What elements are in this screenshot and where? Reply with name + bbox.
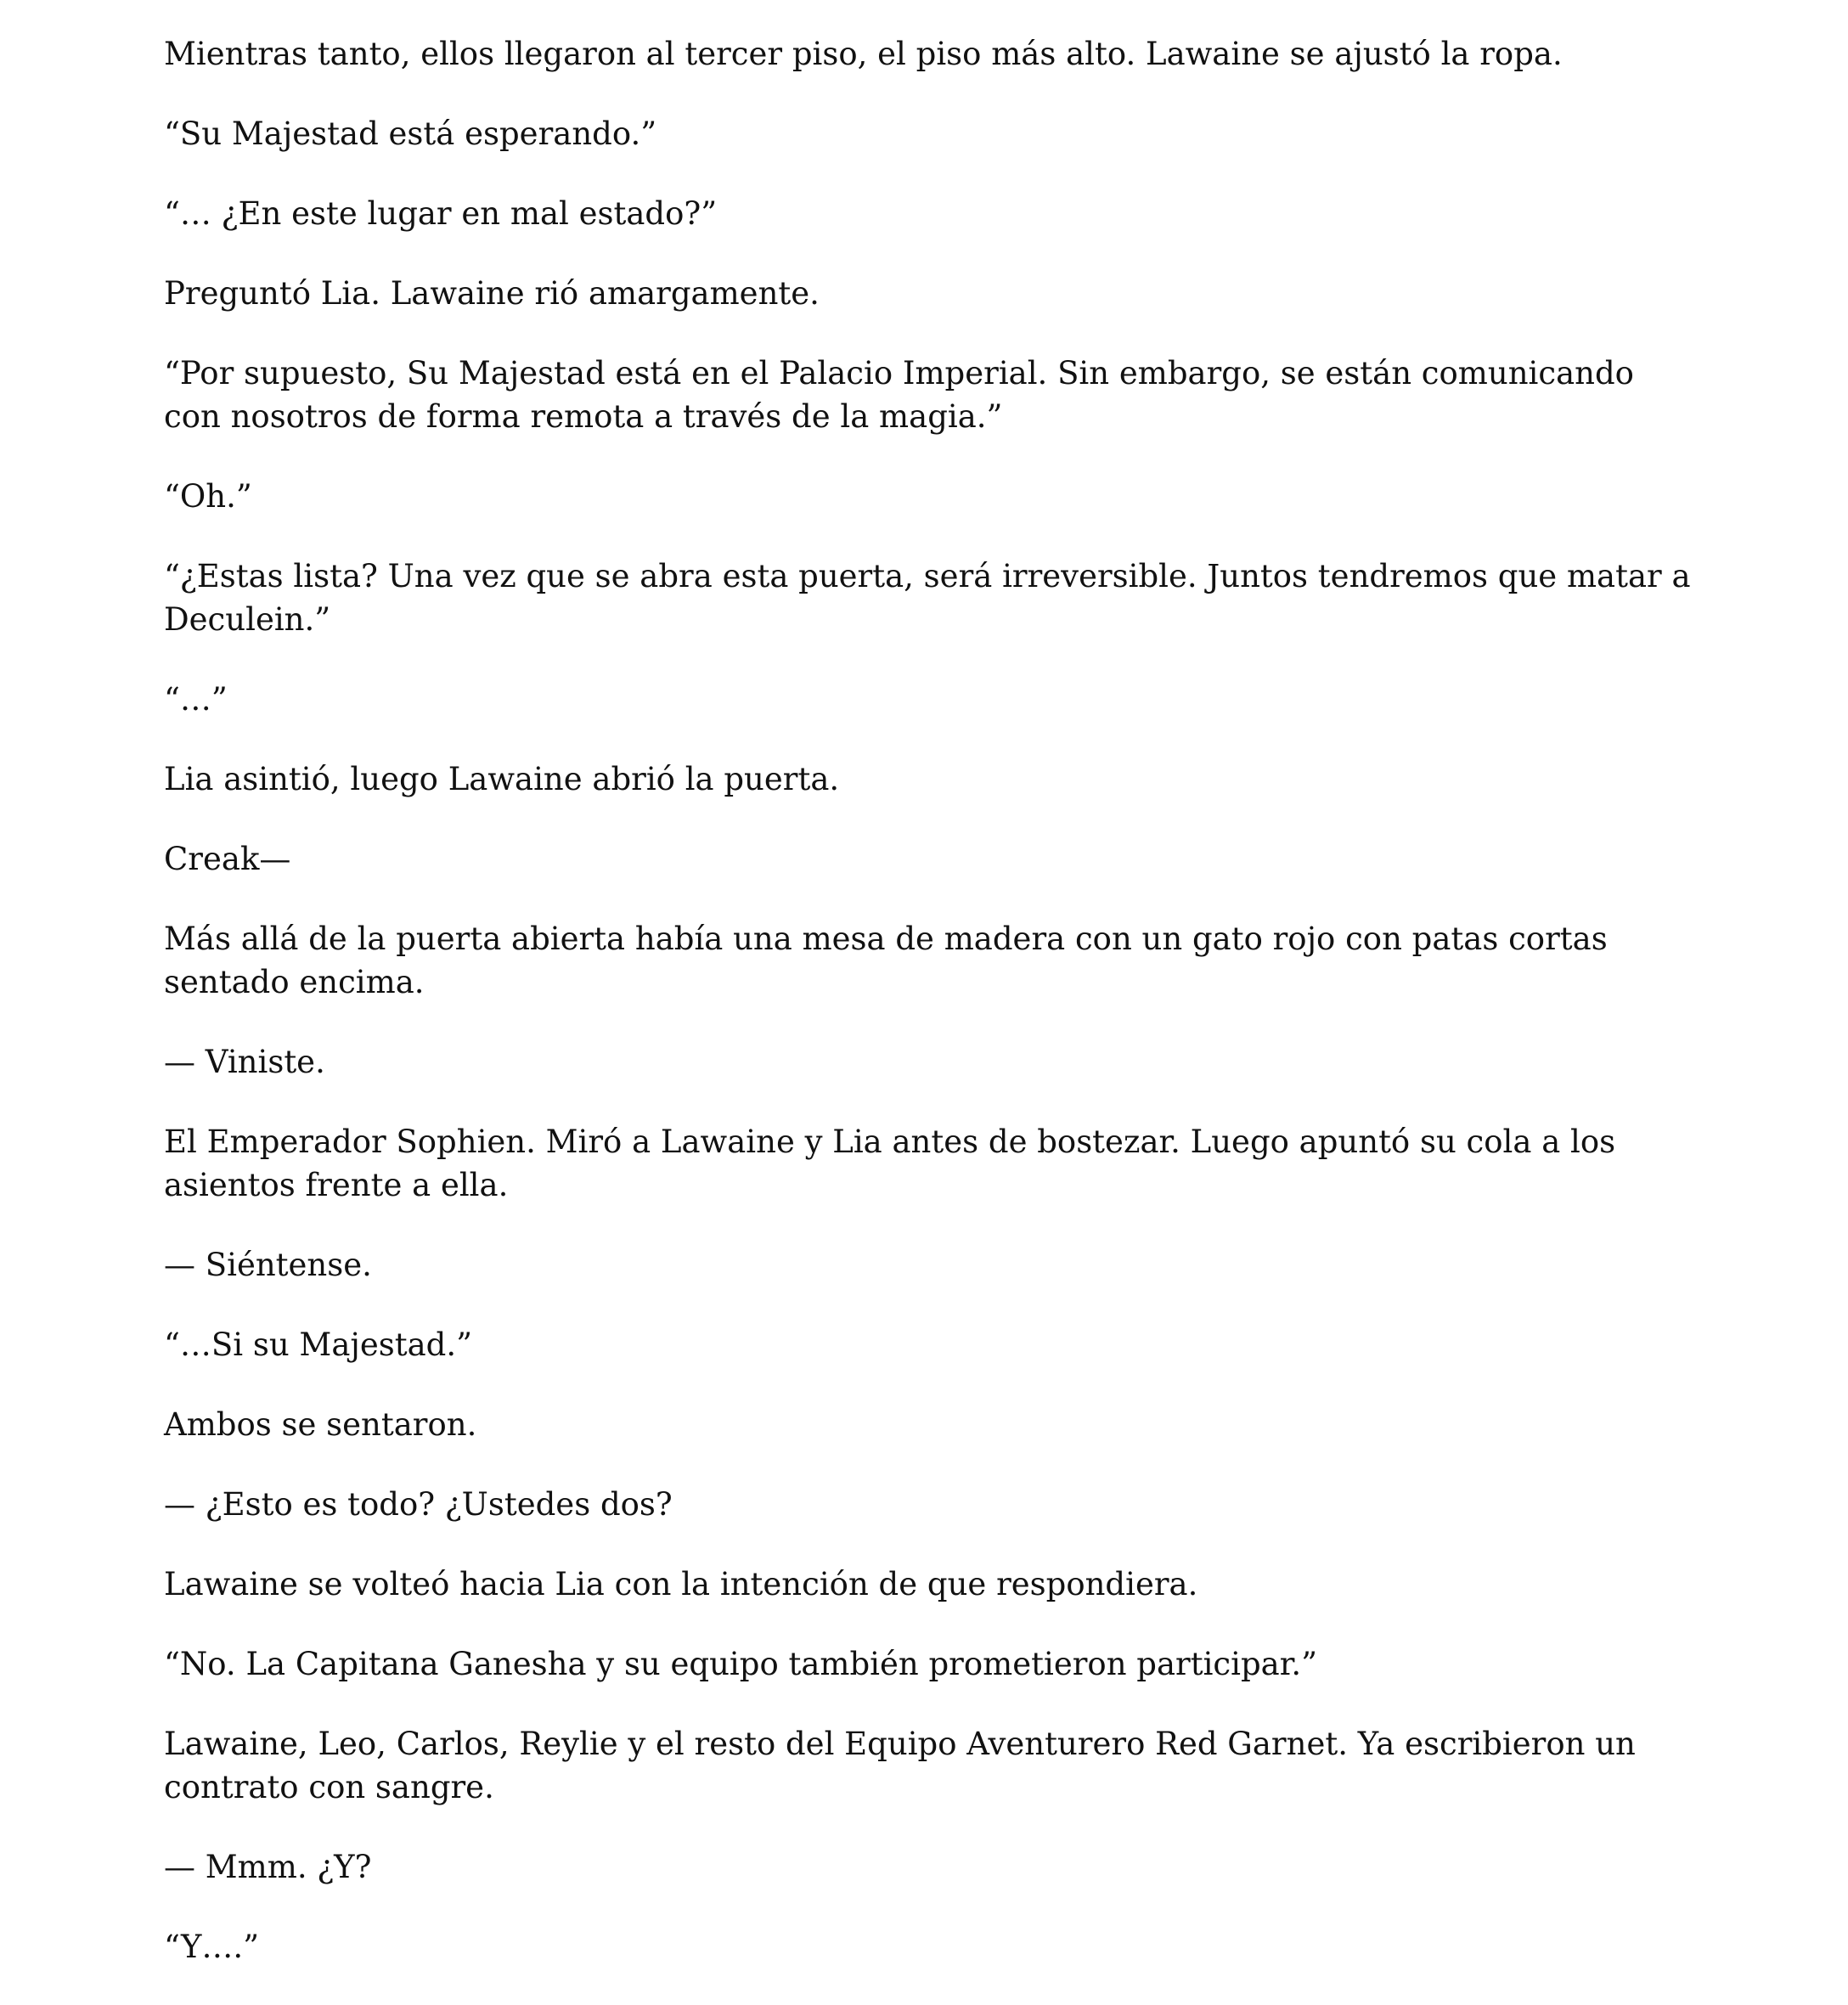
paragraph: Lawaine, Leo, Carlos, Reylie y el resto del Equipo Aventurero Red Garnet. Ya escribieron un contrato con sangre. <box>164 1726 1636 1805</box>
paragraph: Lia asintió, luego Lawaine abrió la puerta. <box>164 761 840 797</box>
paragraph: “¿Estas lista? Una vez que se abra esta puerta, será irreversible. Juntos tendremos que matar a Deculein.” <box>164 558 1691 638</box>
paragraph: Ambos se sentaron. <box>164 1406 477 1443</box>
paragraph: — ¿Esto es todo? ¿Ustedes dos? <box>164 1486 673 1523</box>
paragraph: — Siéntense. <box>164 1247 372 1283</box>
document-body <box>164 32 1693 2005</box>
paragraph: — Mmm. ¿Y? <box>164 1849 372 1885</box>
paragraph: El Emperador Sophien. Miró a Lawaine y Lia antes de bostezar. Luego apuntó su cola a los asientos frente a ella. <box>164 1124 1616 1203</box>
paragraph: “Por supuesto, Su Majestad está en el Palacio Imperial. Sin embargo, se están comunicando con nosotros de forma remota a través de la magia.” <box>164 355 1634 435</box>
paragraph: Lawaine se volteó hacia Lia con la intención de que respondiera. <box>164 1566 1198 1602</box>
paragraph: Creak— <box>164 841 291 877</box>
paragraph: Más allá de la puerta abierta había una mesa de madera con un gato rojo con patas cortas sentado encima. <box>164 921 1608 1000</box>
paragraph: Preguntó Lia. Lawaine rió amargamente. <box>164 275 820 312</box>
paragraph: “Y….” <box>164 1929 260 1965</box>
paragraph: “…Si su Majestad.” <box>164 1326 473 1363</box>
paragraph: “… ¿En este lugar en mal estado?” <box>164 195 718 232</box>
paragraph: — Viniste. <box>164 1044 325 1080</box>
paragraph: “Oh.” <box>164 478 252 515</box>
paragraph: Mientras tanto, ellos llegaron al tercer piso, el piso más alto. Lawaine se ajustó la ropa. <box>164 36 1563 72</box>
paragraph: “…” <box>164 681 228 718</box>
paragraph: “No. La Capitana Ganesha y su equipo también prometieron participar.” <box>164 1646 1318 1682</box>
paragraph: “Su Majestad está esperando.” <box>164 115 657 152</box>
